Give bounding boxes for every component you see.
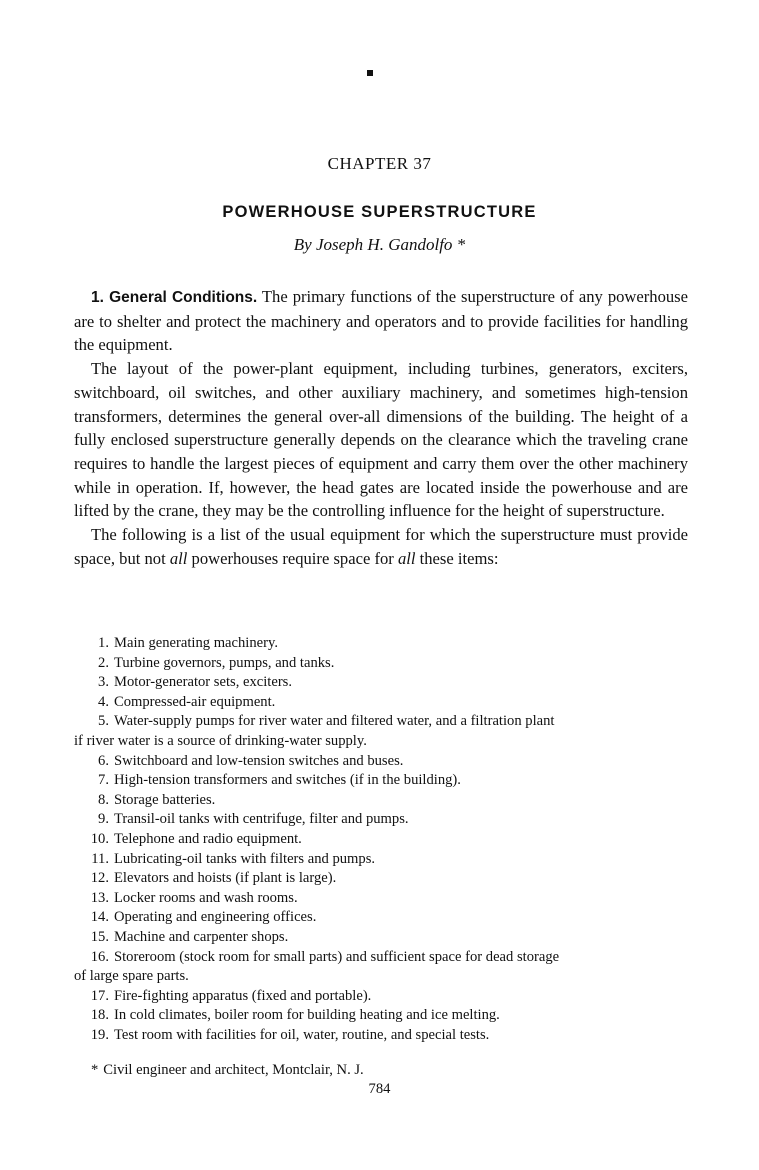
list-item [74,908,688,928]
list-item [74,830,688,850]
list-item [74,869,688,889]
list-item [74,1026,688,1046]
list-item-text: High-tension transformers and switches (if in the building). [114,772,461,789]
top-dot-mark [367,70,373,76]
section-lead-text: The primary functions of the superstructure of any powerhouse are to shelter and protect the machinery and operators and to provide facilities for handling the equipment. [74,287,688,355]
list-item-number: 18. [90,1007,109,1024]
list-item-number: 5. [98,713,109,730]
list-item-text: Motor-generator sets, exciters. [114,674,293,691]
list-item-number: 9. [98,811,109,828]
list-item-text: Storage batteries. [114,791,216,808]
list-item [74,1006,688,1026]
list-item [74,889,688,909]
list-item-number: 17. [90,987,109,1004]
list-item-number: 16. [90,948,109,965]
list-item [74,791,688,811]
list-item-number: 10. [90,830,109,847]
list-item-number: 6. [98,752,109,769]
list-item-text: Main generating machinery. [114,635,278,651]
list-item-text: Storeroom (stock room for small parts) and sufficient space for dead storage [114,948,560,965]
chapter-label: CHAPTER 37 [327,154,432,173]
body-text [74,285,688,570]
list-item [74,634,688,654]
paragraph: The layout of the power-plant equipment, including turbines, generators, exciters, switchboard, oil switches, and other auxiliary machinery, and sometimes high-tension transformers, determines the general over-all dimensions of the building. The height of a fully enclosed superstructure generally depends on the clearance which the traveling crane requires to handle the largest pieces of equipment and carry them over the other machinery while in operation. If, however, the head gates are located inside the powerhouse and are lifted by the crane, they may be the controlling influence for the height of superstructure. [74,359,688,521]
list-item [74,850,688,870]
list-item-text: Elevators and hoists (if plant is large). [114,870,337,887]
list-item-text: Fire-fighting apparatus (fixed and portable). [114,987,372,1004]
list-item-text: Telephone and radio equipment. [114,830,302,847]
footnote-text: Civil engineer and architect, Montclair, N. J. [103,1062,364,1078]
list-item-text: In cold climates, boiler room for building heating and ice melting. [114,1007,500,1024]
list-item-text: Compressed-air equipment. [114,693,276,710]
list-item-number: 14. [90,909,109,926]
list-item [74,673,688,693]
list-item [74,693,688,713]
list-item-text: Switchboard and low-tension switches and buses. [114,752,404,769]
list-item-text: Locker rooms and wash rooms. [114,889,298,906]
list-item-number: 11. [91,850,109,867]
list-item-text: Transil-oil tanks with centrifuge, filter and pumps. [114,811,409,828]
list-item [74,928,688,948]
list-item-number: 15. [90,928,109,945]
list-item-number: 2. [98,654,109,671]
equipment-list [74,634,688,1045]
list-item [74,752,688,772]
list-item [74,712,688,732]
chapter-title: POWERHOUSE SUPERSTRUCTURE [222,203,537,221]
page-number: 784 [368,1081,391,1097]
list-item-text: Lubricating-oil tanks with filters and pumps. [114,850,376,867]
list-item-text: Machine and carpenter shops. [114,928,289,945]
list-item-number: 13. [90,889,109,906]
list-intro-emphasis: all [169,548,188,568]
list-item [74,948,688,968]
list-item-number: 3. [98,674,109,691]
list-intro-part: The following is a list of the usual equipment for which the superstructure must provide space, but not [74,525,688,568]
footnote-marker: * [91,1062,99,1078]
section-heading: 1. General Conditions. [91,289,258,306]
list-item-number: 12. [90,870,109,887]
list-item-number: 7. [98,772,109,789]
list-item-text: Operating and engineering offices. [114,909,317,926]
list-intro-emphasis: all [397,548,416,568]
list-item-text: Water-supply pumps for river water and filtered water, and a filtration plant [114,713,555,730]
list-item-continuation: if river water is a source of drinking-water supply. [74,732,367,749]
list-item-text: Test room with facilities for oil, water, routine, and special tests. [114,1026,490,1043]
list-item-continuation: of large spare parts. [74,968,189,985]
list-intro-part: powerhouses require space for [187,548,398,568]
list-item-text: Turbine governors, pumps, and tanks. [114,654,335,671]
section-paragraph [74,285,688,357]
list-item [74,987,688,1007]
list-item-number: 4. [98,693,109,710]
footnote [74,1061,688,1080]
list-item-number: 8. [98,791,109,808]
list-intro-part: these items: [415,548,499,568]
list-item-number: 19. [90,1026,109,1043]
list-item-number: 1. [98,635,109,651]
list-item [74,771,688,791]
list-item [74,654,688,674]
author-line: By Joseph H. Gandolfo * [293,235,466,254]
list-item [74,810,688,830]
list-intro-paragraph [74,523,688,570]
